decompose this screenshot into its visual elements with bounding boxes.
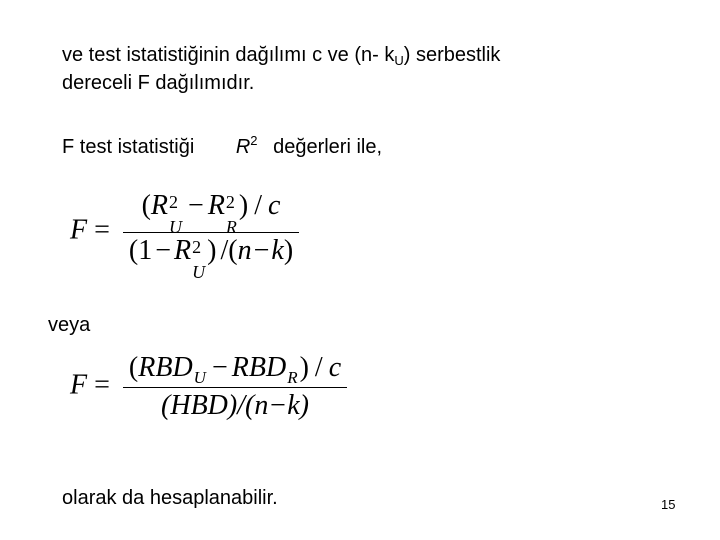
page-number: 15 — [661, 497, 676, 512]
formula-1 — [70, 190, 299, 282]
formula2-denominator: (HBD) /(n−k) — [161, 390, 309, 421]
r-squared: $R^2$ — [235, 133, 258, 158]
formula1-lhs: F — [70, 214, 88, 246]
intro-line-1: ve test istatistiğinin dağılımı c ve (n- $k_U$) serbestlik — [62, 44, 501, 68]
intro-line-2: dereceli F dağılımıdır. — [62, 72, 255, 94]
formula2-fraction-bar — [123, 387, 347, 388]
formula-2 — [70, 352, 347, 422]
ftest-suffix: değerleri ile, — [273, 136, 383, 158]
formula1-fraction — [123, 190, 299, 282]
ftest-label: F test istatistiği — [62, 136, 195, 158]
formula2-lhs: F — [70, 369, 88, 401]
closing-text: olarak da hesaplanabilir. — [62, 487, 278, 509]
ftest-line — [62, 134, 382, 162]
formula2-numerator: ( RBD U − RBD R ) / c — [128, 352, 342, 387]
formula2-fraction — [123, 352, 347, 422]
formula1-numerator: ( R 2 U − R 2 R ) / c — [141, 190, 281, 237]
connector-text: veya — [48, 314, 91, 336]
formula2-equals: = — [94, 369, 110, 401]
intro-paragraph — [62, 42, 500, 97]
subscript-u: U — [394, 53, 404, 68]
formula1-fraction-bar — [123, 232, 299, 233]
formula1-denominator: ( 1 − R 2 U ) /( n − k ) — [128, 235, 294, 282]
formula1-equals: = — [94, 214, 110, 246]
